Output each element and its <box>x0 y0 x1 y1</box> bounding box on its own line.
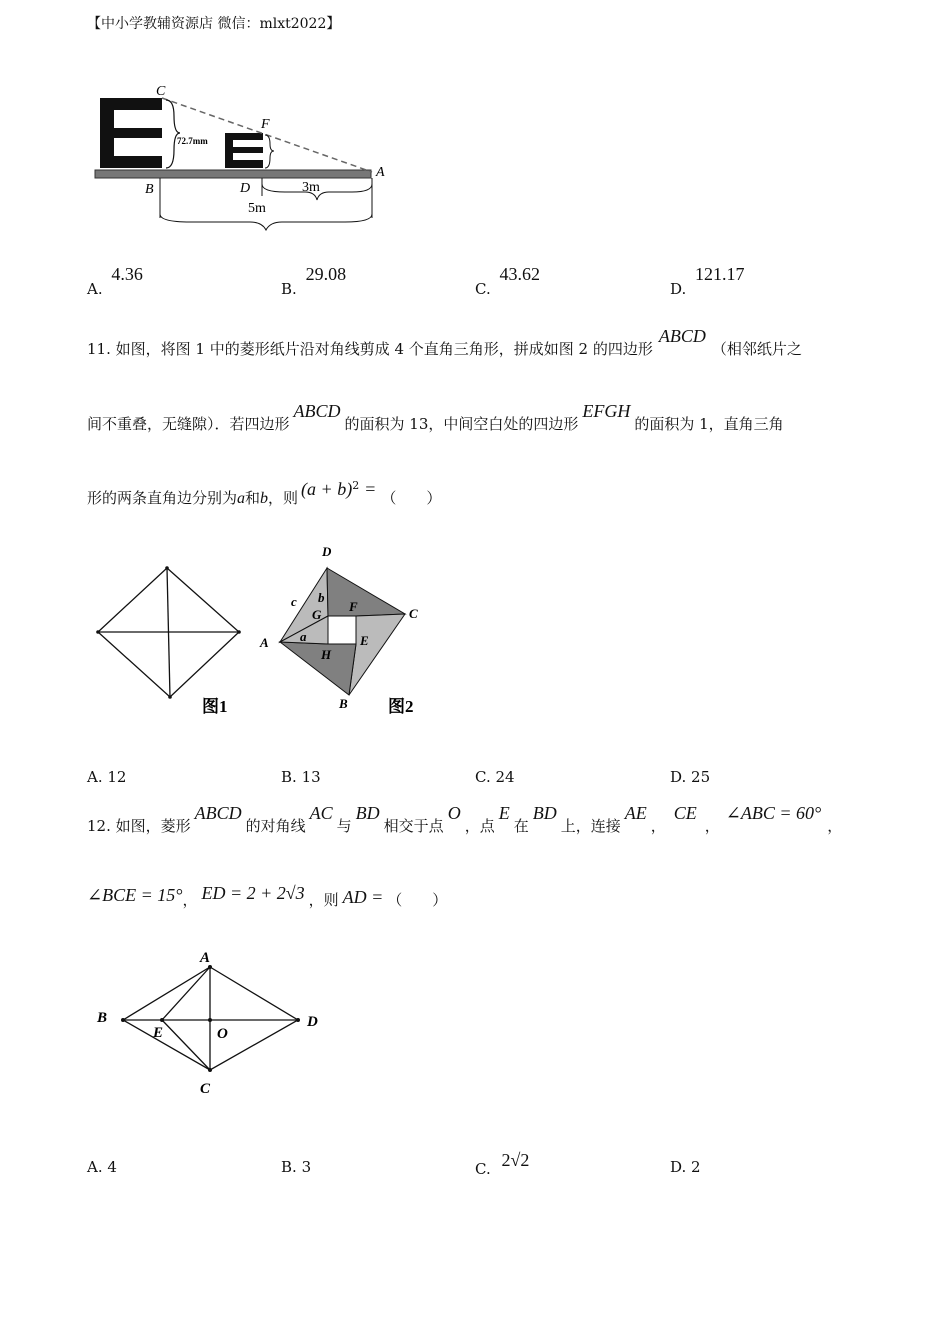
ground-bar <box>95 170 371 178</box>
q11-option-d[interactable]: D. 25 <box>670 768 711 786</box>
q12-label-c: C <box>200 1081 211 1097</box>
figure-q11 <box>90 540 430 720</box>
label-d: D <box>240 181 251 196</box>
q12-option-d[interactable]: D. 2 <box>670 1158 701 1176</box>
label-f: F <box>261 117 270 132</box>
fig2-label-b: B <box>339 696 348 711</box>
q12-line1: 12. 如图，菱形ABCD的对角线AC与BD相交于点O，点E在BD上，连接AE，CE，∠ABC = 60°， <box>87 803 843 835</box>
q10-option-b[interactable]: B. 29.08 <box>281 264 347 298</box>
big-e-shape <box>100 98 162 168</box>
fig2-label-c: C <box>409 606 418 621</box>
small-e-shape <box>225 133 263 168</box>
fig2-label-a-small: a <box>300 629 307 644</box>
q12-label-o: O <box>217 1026 228 1042</box>
q10-option-c[interactable]: C. 43.62 <box>475 264 540 298</box>
q12-label-e: E <box>153 1025 164 1041</box>
q12-option-b[interactable]: B. 3 <box>281 1158 312 1176</box>
label-a: A <box>376 165 385 180</box>
label-c: C <box>156 84 166 99</box>
figure-q10 <box>90 78 400 233</box>
q11-option-b[interactable]: B. 13 <box>281 768 321 786</box>
q11-line1: 11. 如图，将图 1 中的菱形纸片沿对角线剪成 4 个直角三角形，拼成如图 2 的四边形ABCD（相邻纸片之 <box>87 326 802 358</box>
fig2-label-c-small: c <box>291 594 297 609</box>
fig2-inner-square <box>328 616 356 644</box>
label-5m: 5m <box>248 201 266 216</box>
q11-line2: 间不重叠，无缝隙）．若四边形ABCD的面积为 13，中间空白处的四边形EFGH的面积为 1，直角三角 <box>87 401 784 433</box>
q10-option-d[interactable]: D. 121.17 <box>670 264 745 298</box>
fig2-label-b-small: b <box>318 590 325 605</box>
q12-label-a: A <box>200 950 211 966</box>
fig2-label-f: F <box>349 599 358 614</box>
fig2-label-a: A <box>260 635 269 650</box>
fig2-label-d: D <box>322 544 332 559</box>
q12-label-b: B <box>97 1010 108 1026</box>
q12-label-d: D <box>307 1014 318 1030</box>
q11-line3: 形的两条直角边分别为a和b，则 $(a + b)^2$ = （ ） <box>87 479 442 507</box>
label-72mm: 72.7mm <box>177 136 208 146</box>
label-b: B <box>145 182 154 197</box>
fig2-label-h: H <box>321 647 332 662</box>
figure-q12 <box>90 940 340 1100</box>
label-3m: 3m <box>302 180 320 195</box>
fig1-caption: 图1 <box>202 697 228 716</box>
fig2-label-g: G <box>312 607 322 622</box>
fig2-caption: 图2 <box>388 697 414 716</box>
fig2-label-e: E <box>360 633 369 648</box>
q10-option-a[interactable]: A. 4.36 <box>87 264 143 298</box>
q12-line2: ∠BCE = 15°， ED = 2 + 2√3 ，则 AD = （ ） <box>87 883 448 909</box>
q11-option-a[interactable]: A. 12 <box>87 768 127 786</box>
q11-option-c[interactable]: C. 24 <box>475 768 515 786</box>
page-header: 【中小学教辅资源店 微信：mlxt2022】 <box>87 16 341 32</box>
q12-option-c[interactable]: C. 2√2 <box>475 1150 530 1178</box>
q12-option-a[interactable]: A. 4 <box>87 1158 117 1176</box>
